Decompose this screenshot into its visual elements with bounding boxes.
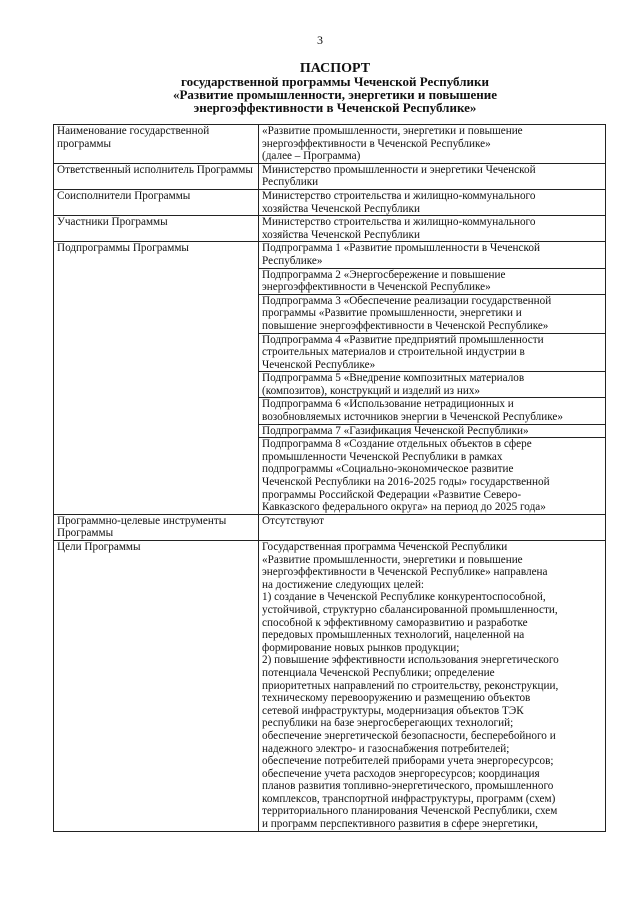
subprogram-text: Подпрограмма 6 «Использование нетрадиционных и возобновляемых источников энергии в Чеченской Республике» [262,398,563,424]
subprogram-text: Подпрограмма 2 «Энергосбережение и повышение энергоэффективности в Чеченской Республике» [262,268,506,294]
subprogram-item [259,294,606,333]
subprogram-item [259,333,606,372]
row-value-text: Отсутствуют [262,514,324,527]
table-row [54,125,606,164]
subprogram-item [259,372,606,398]
subprogram-item [259,424,606,438]
row-label-text: Программно-целевые инструменты Программы [57,514,227,540]
row-value [259,189,606,215]
row-label-text: Соисполнители Программы [57,189,191,202]
row-label [54,163,259,189]
passport-table [53,124,606,832]
title-line-2: государственной программы Чеченской Республики [181,74,489,89]
table-row [54,514,606,540]
page-number: 3 [317,33,323,47]
title-line-1: ПАСПОРТ [299,61,371,76]
subprogram-text: Подпрограмма 3 «Обеспечение реализации государственной программы «Развитие промышленности, энергетики и повышение энергоэффективности в Чеченской Республике» [262,294,552,332]
document-title [100,62,570,114]
goals-label [54,541,259,832]
row-label [54,216,259,242]
title-line-4: энергоэффективности в Чеченской Республике» [193,100,477,115]
row-value [259,216,606,242]
row-value-text: «Развитие промышленности, энергетики и повышение энергоэффективности в Чеченской Республике» (далее – Программа) [262,125,523,163]
table-row [54,163,606,189]
table-row [54,242,606,268]
subprogram-text: Подпрограмма 1 «Развитие промышленности в Чеченской Республике» [262,242,540,267]
row-label-text: Ответственный исполнитель Программы [57,163,253,176]
row-label-text: Подпрограммы Программы [57,242,189,255]
table-row [54,541,606,832]
row-value-text: Министерство строительства и жилищно-коммунального хозяйства Чеченской Республики [262,216,536,241]
row-label-text: Участники Программы [57,216,168,229]
row-label [54,189,259,215]
row-label-text: Цели Программы [57,541,141,553]
row-value [259,125,606,164]
subprograms-label [54,242,259,514]
subprogram-text: Подпрограмма 4 «Развитие предприятий промышленности строительных материалов и строительной индустрии в Чеченской Республике» [262,333,544,371]
row-value-text: Государственная программа Чеченской Республики «Развитие промышленности, энергетики и повышение энергоэффективности в Чеченской Республике» направлена на достижение следующих целей: 1) создание в Чеченской Республике конкурентоспособной, устойчивой, структурно сбалансированной промышленности, способной к эффективному саморазвитию и разработке передовых промышленных технологий, нацеленной на формирование новых рынков продукции; 2) повышение эффективности использования энергетического потенциала Чеченской Республики; определение приоритетных направлений по строительству, реконструкции, техническому перевооружению и размещению объектов сетевой инфраструктуры, модернизация объектов ТЭК республики на базе энергосберегающих технологий; обеспечение энергетической безопасности, бесперебойного и надежного электро- и газоснабжения потребителей; обеспечение потребителей приборами учета энергоресурсов; обеспечение учета расходов энергоресурсов; координация планов развития топливно-энергетического, промышленного комплексов, транспортной инфраструктуры, программ (схем) территориального планирования Чеченской Республики, схем и программ перспективного развития в сфере энергетики, [262,541,559,831]
subprogram-text: Подпрограмма 8 «Создание отдельных объектов в сфере промышленности Чеченской Республики в рамках подпрограммы «Социально-экономическое развитие Чеченской Республики на 2016-2025 годы» государственной программы Российской Федерации «Развитие Северо- Кавказского федерального округа» на период до 2025 года» [262,438,550,514]
row-value-text: Министерство промышленности и энергетики Чеченской Республики [262,163,536,189]
row-value [259,163,606,189]
table-row [54,216,606,242]
goals-value [259,541,606,832]
instruments-label [54,514,259,540]
subprogram-text: Подпрограмма 5 «Внедрение композитных материалов (композитов), конструкций и изделий из них» [262,372,525,397]
title-line-3: «Развитие промышленности, энергетики и повышение [172,87,497,102]
row-label [54,125,259,164]
instruments-value [259,514,606,540]
subprogram-text: Подпрограмма 7 «Газификация Чеченской Республики» [262,424,529,437]
row-label-text: Наименование государственной программы [57,125,210,150]
row-value-text: Министерство строительства и жилищно-коммунального хозяйства Чеченской Республики [262,189,536,215]
table-row [54,189,606,215]
subprogram-item [259,242,606,268]
subprogram-item [259,268,606,294]
subprogram-item [259,398,606,424]
subprogram-item [259,438,606,515]
